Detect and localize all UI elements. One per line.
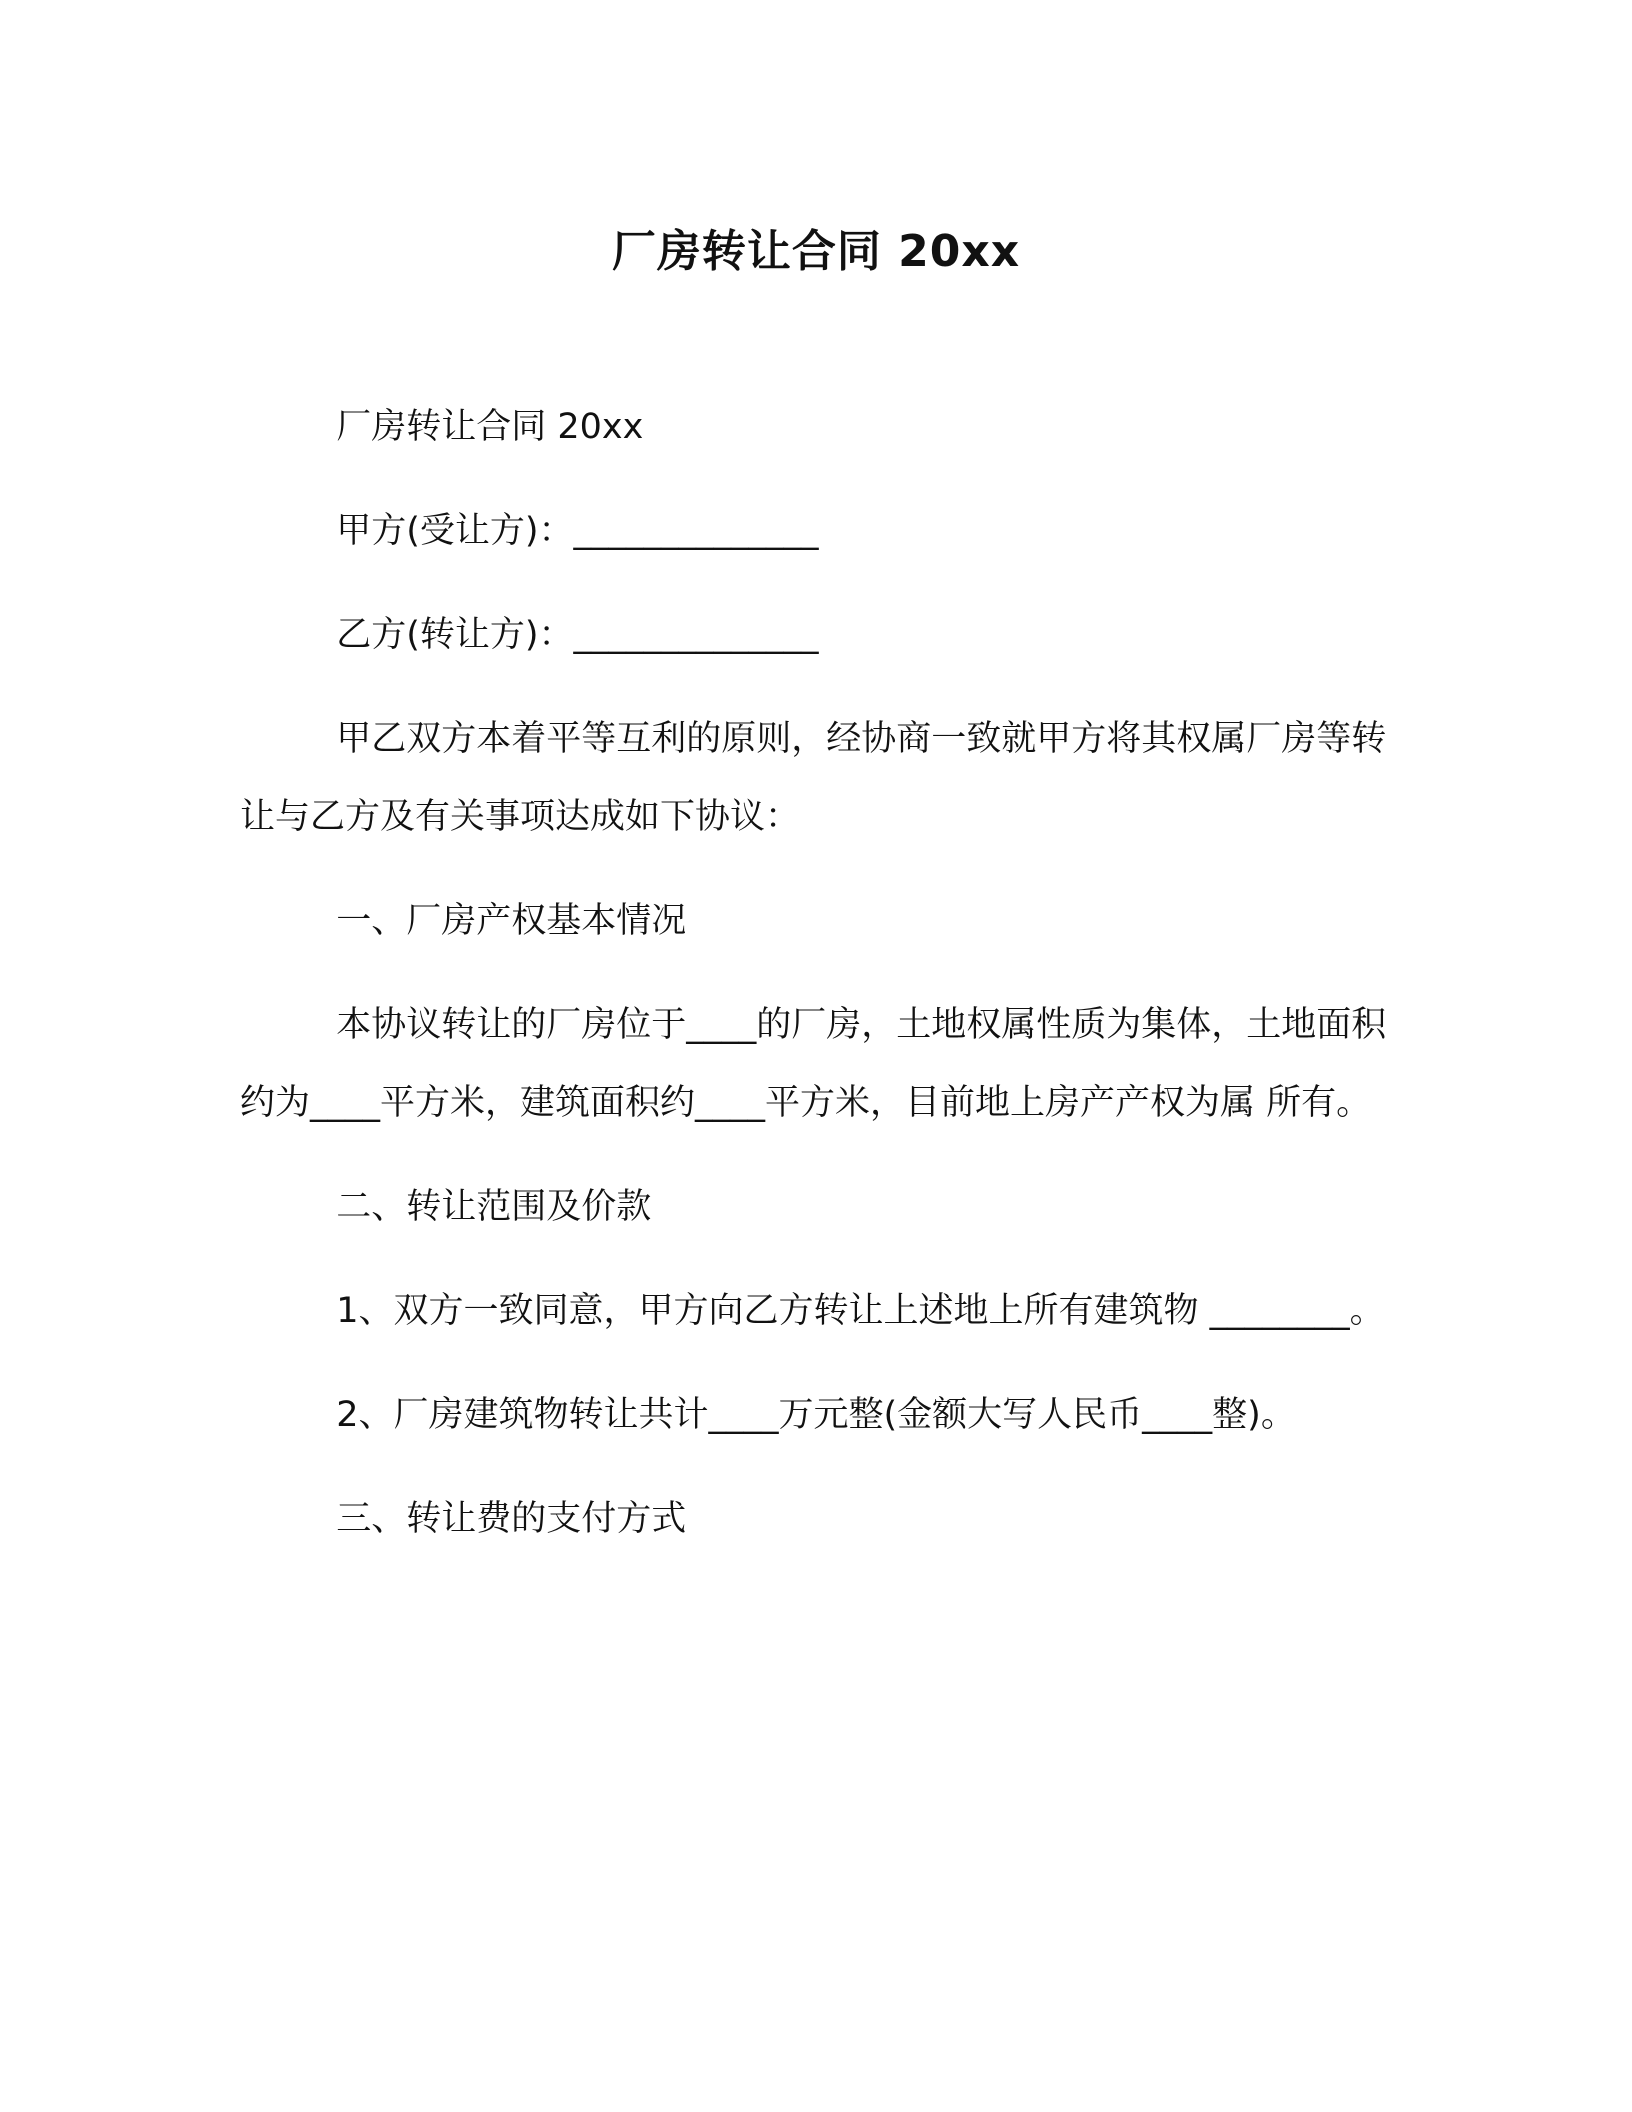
section-heading-3: 三、转让费的支付方式: [336, 1499, 687, 1539]
paragraph-party-b: 乙方(转让方)：______________: [336, 615, 819, 655]
document-title: 厂房转让合同 20xx: [611, 226, 1021, 277]
section-heading-1: 一、厂房产权基本情况: [336, 901, 687, 941]
paragraph-party-a: 甲方(受让方)：______________: [336, 511, 819, 551]
paragraph-preamble: 甲乙双方本着平等互利的原则，经协商一致就甲方将其权属厂房等转让与乙方及有关事项达成如下协议：: [240, 719, 1387, 837]
document-body: [240, 388, 1390, 1584]
paragraph-clause-2: 2、厂房建筑物转让共计____万元整(金额大写人民币____整)。: [336, 1395, 1296, 1435]
paragraph-property-details: 本协议转让的厂房位于____的厂房，土地权属性质为集体，土地面积约为____平方米，建筑面积约____平方米，目前地上房产产权为属 所有。: [240, 1005, 1387, 1123]
paragraph-contract-heading: 厂房转让合同 20xx: [336, 407, 644, 447]
section-heading-2: 二、转让范围及价款: [336, 1187, 652, 1227]
paragraph-clause-1: 1、双方一致同意，甲方向乙方转让上述地上所有建筑物 ________。: [336, 1291, 1385, 1331]
